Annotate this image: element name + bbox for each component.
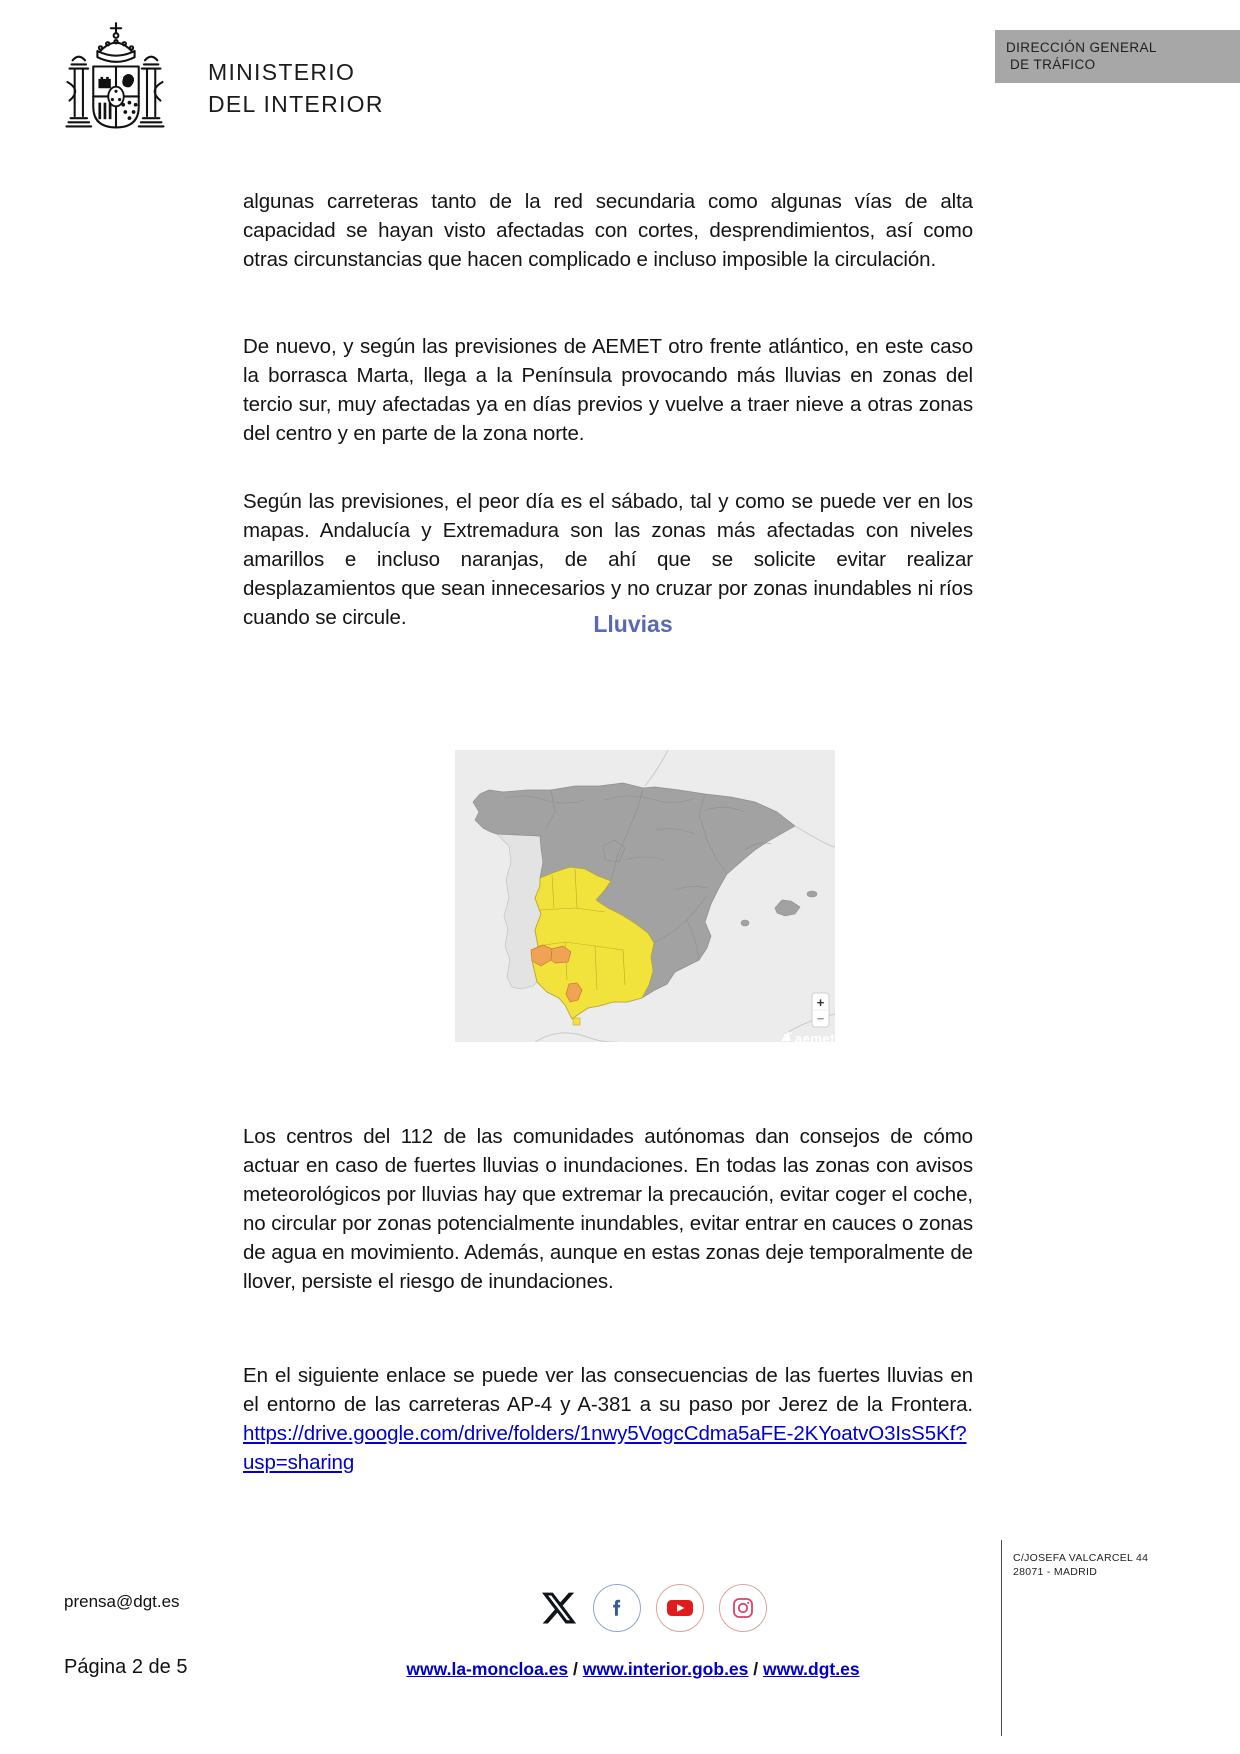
footer-divider [1001,1540,1002,1736]
paragraph-forecast-saturday: Según las previsiones, el peor día es el sábado, tal y como se puede ver en los mapas. Andalucía y Extremadura son las zonas más afectadas con niveles amarillos e incluso naranjas, de ahí que se solicite evitar realizar desplazamientos que sean innecesarios y no cruzar por zonas inundables ni ríos cuando se circule. [243,489,973,629]
map-zoom-control[interactable] [812,993,829,1027]
department-line2: DE TRÁFICO [1010,57,1096,72]
press-email: prensa@dgt.es [64,1592,180,1611]
official-websites [243,1659,1023,1680]
paragraph-drive-link [243,1361,973,1477]
paragraph-road-conditions: algunas carreteras tanto de la red secundaria como algunas vías de alta capacidad se hayan visto afectadas con cortes, desprendimientos, así como otras circunstancias que hacen complicado e incluso imposible la circulación. [243,189,973,271]
department-line1: DIRECCIÓN GENERAL [1006,40,1157,55]
facebook-icon[interactable] [593,1584,641,1632]
drive-folder-link[interactable]: https://drive.google.com/drive/folders/1nwy5VogcCdma5aFE-2KYoatvO3IsS5Kf?usp=sharing [243,1421,967,1474]
interior-gob-link[interactable]: www.interior.gob.es [582,1659,749,1679]
instagram-icon[interactable] [719,1584,767,1632]
paragraph-drive-link-text: En el siguiente enlace se puede ver las consecuencias de las fuertes lluvias en el entorno de las carreteras AP-4 y A-381 a su paso por Jerez de la Frontera. [243,1363,973,1416]
x-icon[interactable] [540,1589,578,1627]
la-moncloa-link[interactable]: www.la-moncloa.es [406,1659,569,1679]
social-icons [540,1584,767,1632]
ministry-title [208,56,384,120]
department-box [995,30,1240,83]
address-line2: 28071 - MADRID [1013,1566,1098,1578]
paragraph-storm-marta: De nuevo, y según las previsiones de AEMET otro frente atlántico, en este caso la borrasca Marta, llega a la Península provocando más lluvias en zonas del tercio sur, muy afectadas ya en días previos y vuelve a traer nieve a otras zonas del centro y en parte de la zona norte. [243,334,973,445]
page-number: Página 2 de 5 [64,1656,188,1678]
ministry-line2: DEL INTERIOR [208,91,384,117]
links-separator-2: / [748,1659,763,1679]
address-line1: C/JOSEFA VALCARCEL 44 [1013,1552,1149,1564]
links-separator: / [568,1659,583,1679]
section-heading-lluvias: Lluvias [593,611,673,637]
ministry-line1: MINISTERIO [208,59,356,85]
aemet-watermark-text: aemet [795,1031,835,1042]
paragraph-112-advice: Los centros del 112 de las comunidades autónomas dan consejos de cómo actuar en caso de fuertes lluvias o inundaciones. En todas las zonas con avisos meteorológicos por lluvias hay que extremar la precaución, evitar coger el coche, no circular por zonas potencialmente inundables, evitar entrar en cauces o zonas de agua en movimiento. Además, aunque en estas zonas deje temporalmente de llover, persiste el riesgo de inundaciones. [243,1124,973,1293]
office-address [1013,1551,1148,1579]
aemet-warning-map[interactable] [455,750,835,1042]
spain-coat-of-arms-logo [58,20,174,144]
zoom-in-button[interactable]: + [816,995,825,1010]
dgt-link[interactable]: www.dgt.es [763,1659,860,1679]
youtube-icon[interactable] [656,1584,704,1632]
zoom-out-button[interactable]: − [816,1011,825,1026]
coat-of-arms-svg [58,20,174,144]
ceuta-warning [573,1018,580,1025]
